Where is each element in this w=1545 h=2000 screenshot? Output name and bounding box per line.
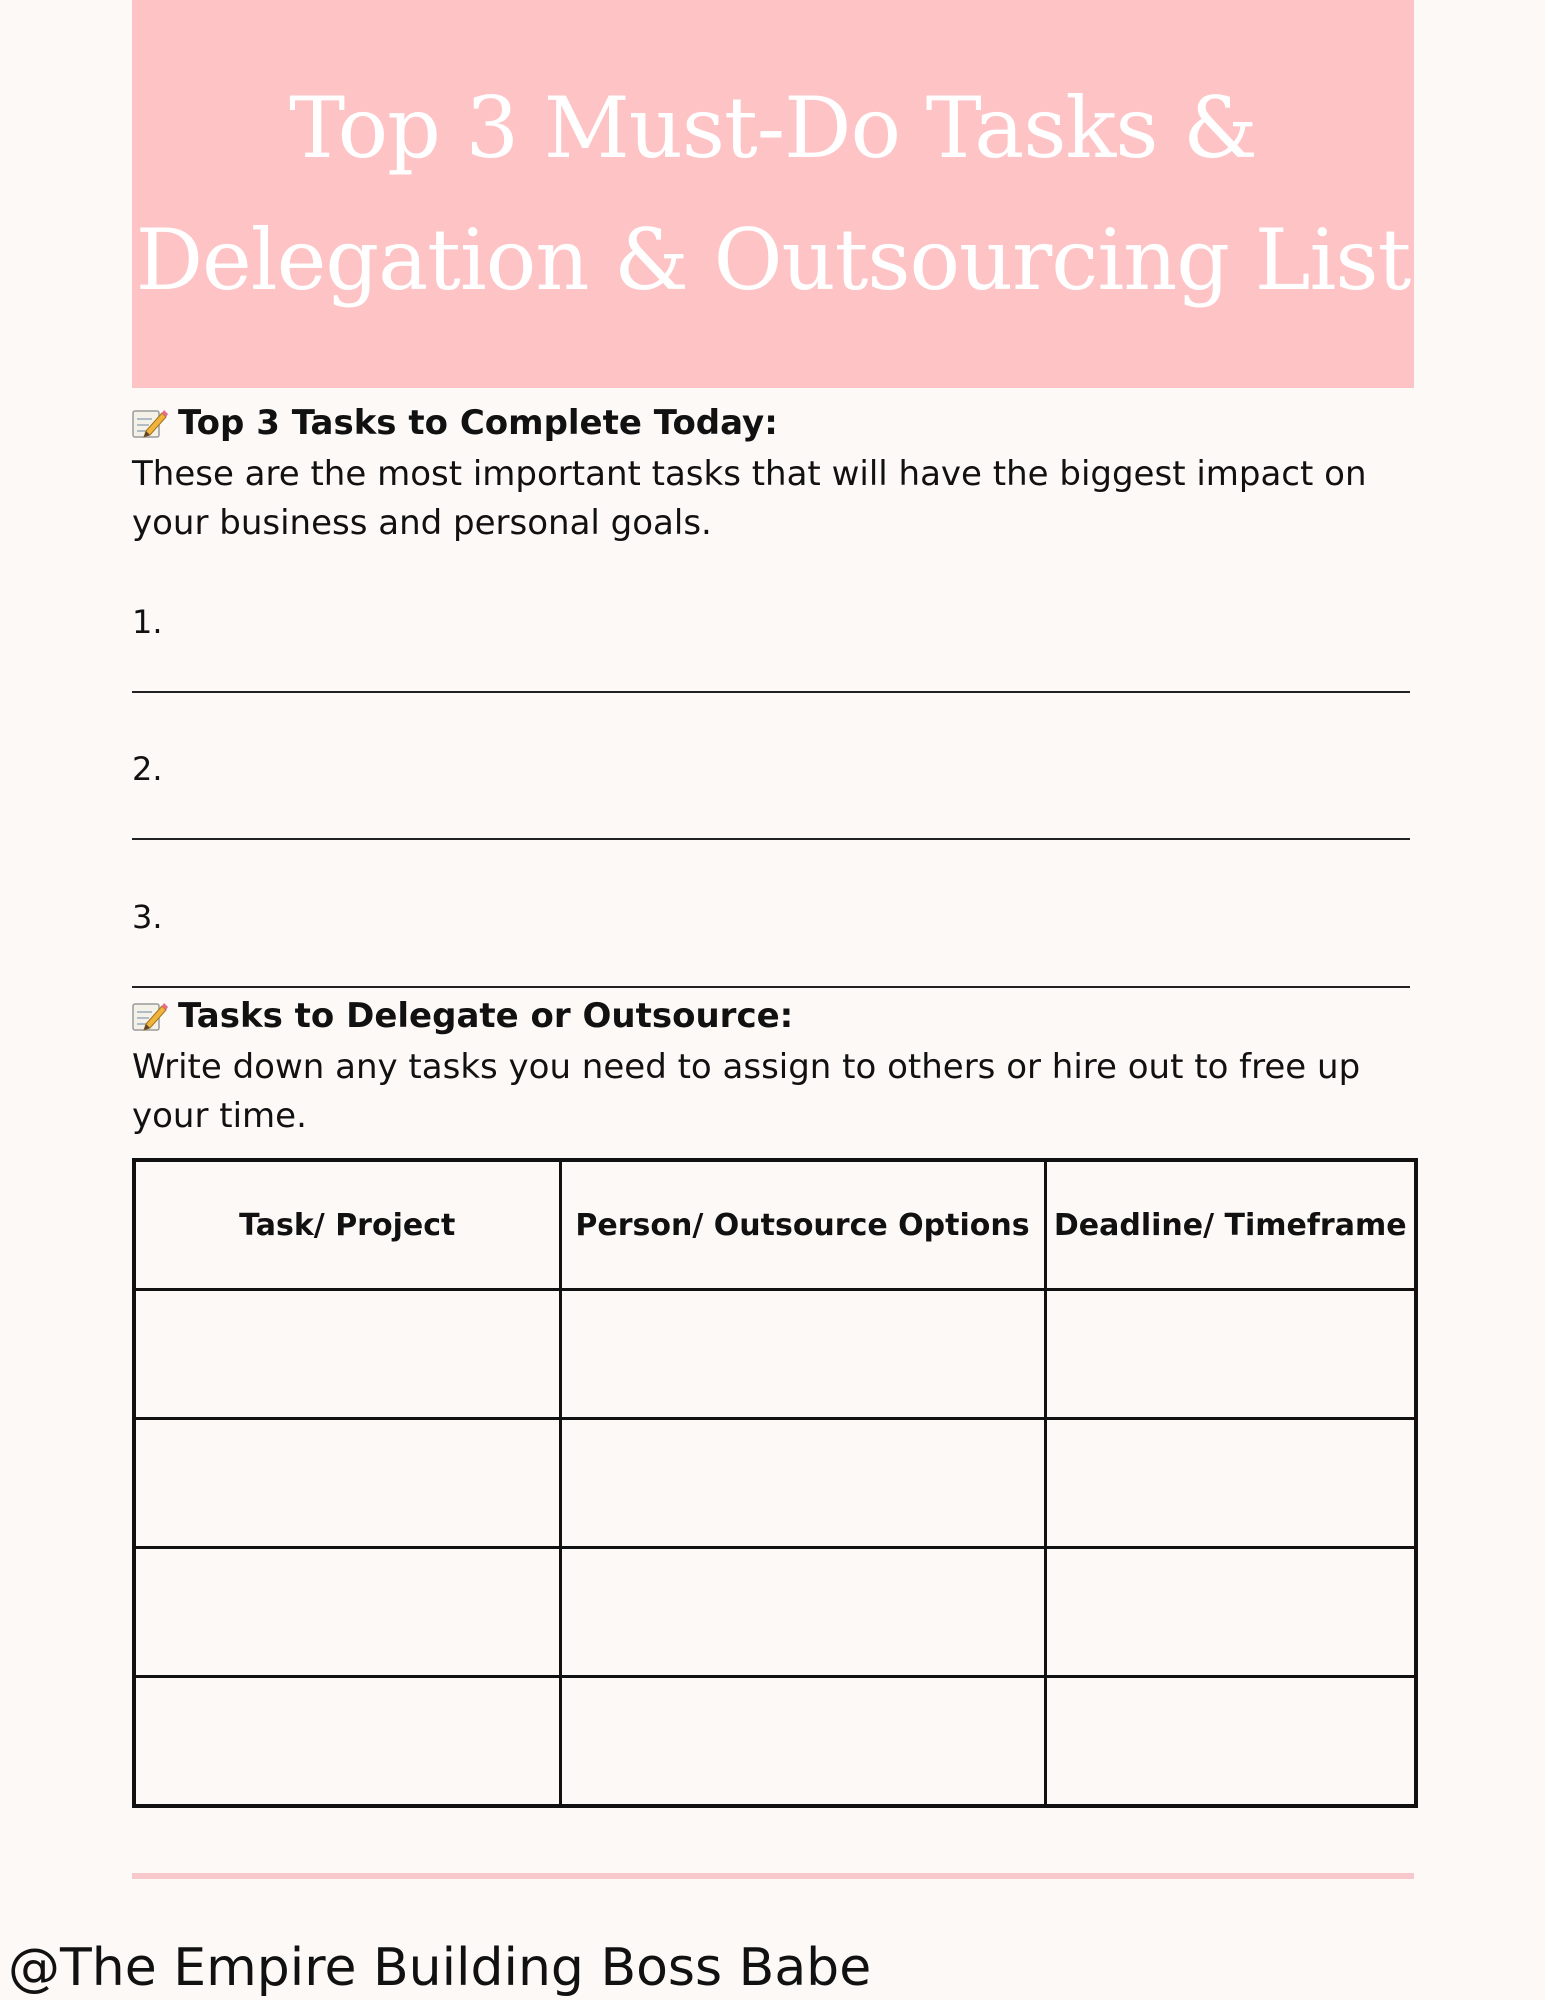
task-line-1[interactable]: [132, 603, 1410, 693]
memo-pencil-icon: [132, 407, 168, 439]
footer-handle: @The Empire Building Boss Babe: [8, 1938, 872, 1998]
memo-pencil-icon: [132, 1000, 168, 1032]
page-title: [132, 62, 1414, 326]
delegate-heading-text: Tasks to Delegate or Outsource:: [178, 996, 794, 1036]
table-cell-deadline[interactable]: [1045, 1419, 1416, 1548]
table-row: [134, 1419, 1416, 1548]
table-cell-person[interactable]: [560, 1419, 1045, 1548]
table-row: [134, 1677, 1416, 1807]
footer-divider: [132, 1873, 1414, 1879]
page-title-line-1: Top 3 Must-Do Tasks &: [289, 79, 1257, 177]
page-title-line-2: Delegation & Outsourcing List: [135, 211, 1411, 309]
task-number-2: 2.: [132, 750, 163, 788]
task-line-2[interactable]: [132, 750, 1410, 840]
task-number-1: 1.: [132, 603, 163, 641]
task-number-3: 3.: [132, 898, 163, 936]
table-cell-deadline[interactable]: [1045, 1290, 1416, 1419]
column-header-task: Task/ Project: [134, 1160, 560, 1290]
task-line-3[interactable]: [132, 898, 1410, 988]
column-header-deadline: Deadline/ Timeframe: [1045, 1160, 1416, 1290]
delegate-heading: [132, 996, 793, 1036]
column-header-person: Person/ Outsource Options: [560, 1160, 1045, 1290]
table-cell-person[interactable]: [560, 1290, 1045, 1419]
delegation-table: [132, 1158, 1418, 1808]
table-cell-task[interactable]: [134, 1419, 560, 1548]
title-banner: [132, 0, 1414, 388]
table-row: [134, 1548, 1416, 1677]
table-header-row: [134, 1160, 1416, 1290]
delegate-description: Write down any tasks you need to assign to others or hire out to free up your time.: [132, 1047, 1361, 1136]
top-tasks-description: These are the most important tasks that will have the biggest impact on your business and personal goals.: [132, 454, 1367, 543]
top-tasks-heading: [132, 403, 778, 443]
table-cell-deadline[interactable]: [1045, 1677, 1416, 1807]
table-cell-task[interactable]: [134, 1290, 560, 1419]
task-writing-line-2: [132, 838, 1410, 840]
table-cell-task[interactable]: [134, 1548, 560, 1677]
task-writing-line-3: [132, 986, 1410, 988]
top-tasks-heading-text: Top 3 Tasks to Complete Today:: [178, 403, 778, 443]
table-cell-task[interactable]: [134, 1677, 560, 1807]
table-cell-person[interactable]: [560, 1548, 1045, 1677]
table-cell-deadline[interactable]: [1045, 1548, 1416, 1677]
table-cell-person[interactable]: [560, 1677, 1045, 1807]
task-writing-line-1: [132, 691, 1410, 693]
table-row: [134, 1290, 1416, 1419]
